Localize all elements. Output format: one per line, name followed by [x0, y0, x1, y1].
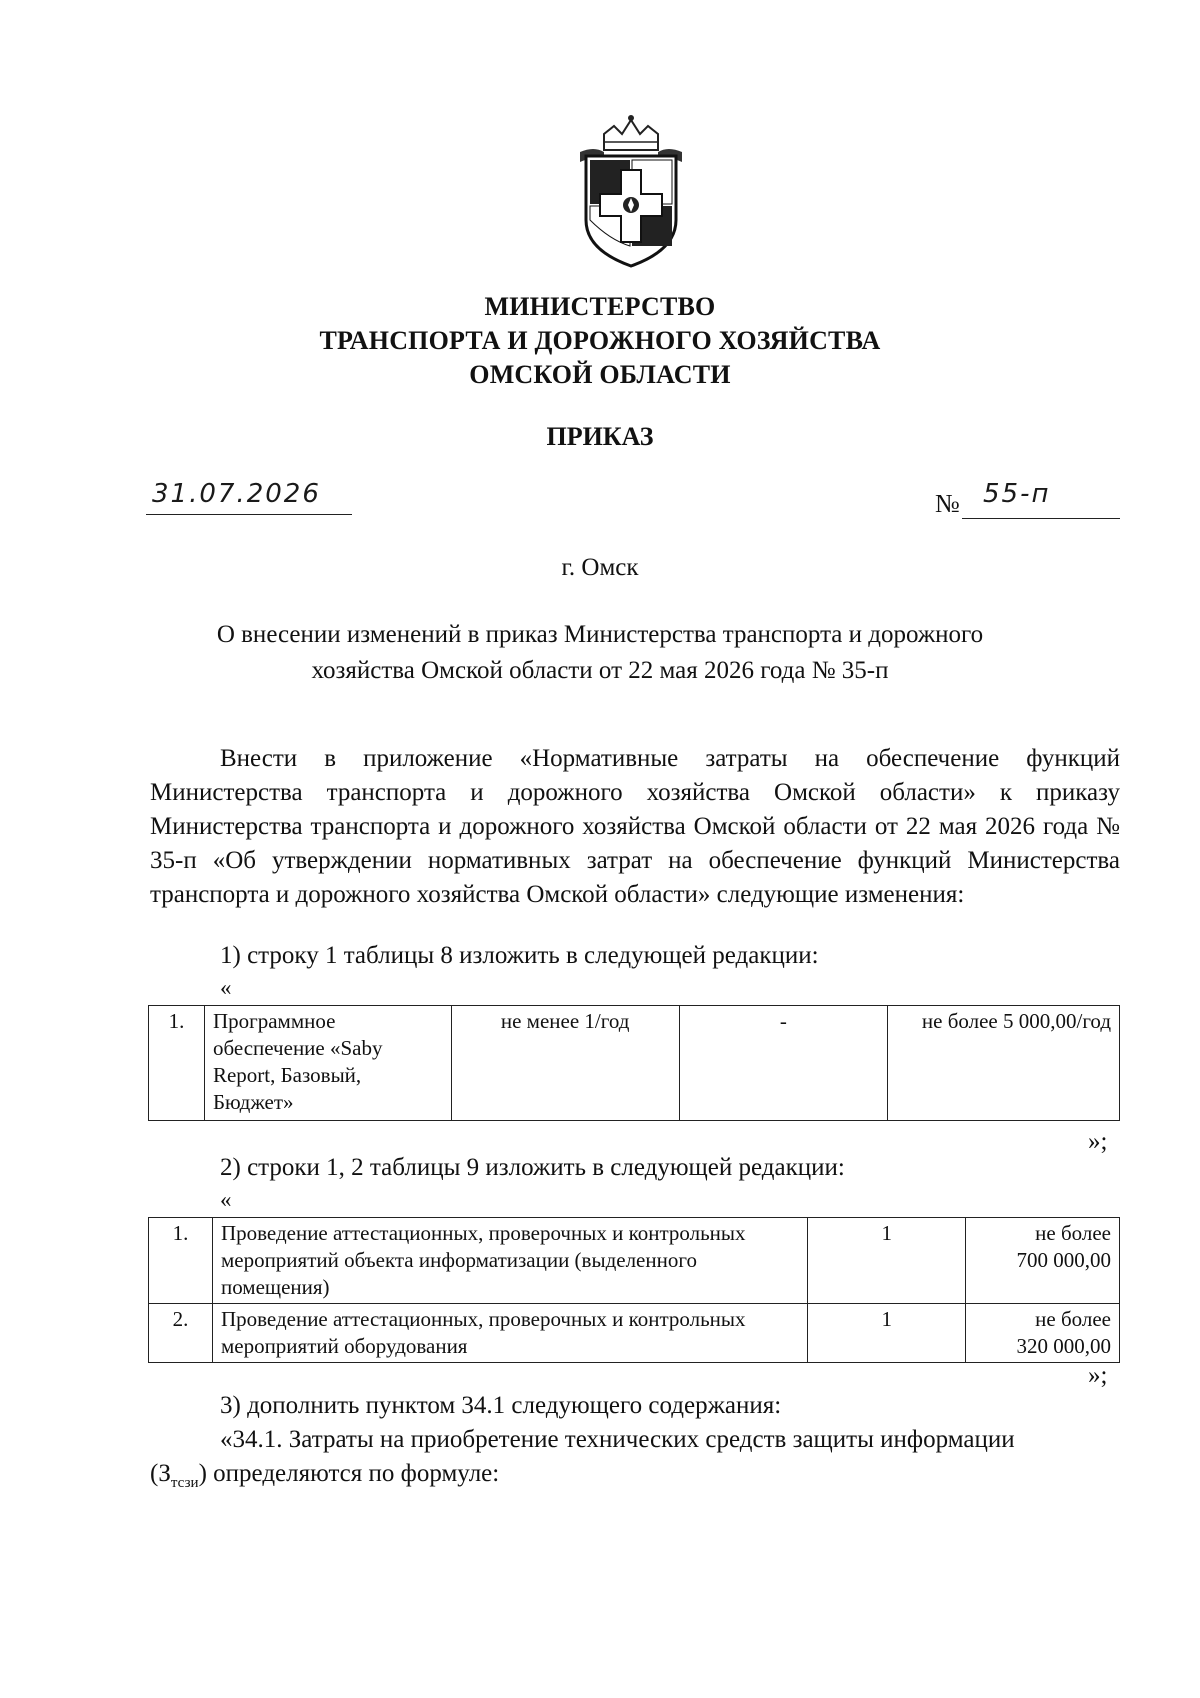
table9-row1-price-line2: 700 000,00 [1016, 1248, 1111, 1272]
subject-line-1: О внесении изменений в приказ Министерства транспорта и дорожного [216, 621, 984, 648]
formula-symbol: З [158, 1460, 171, 1487]
table8-row1-price: не более 5 000,00/год [888, 1006, 1120, 1121]
table9-row1-price-line1: не более [1035, 1221, 1111, 1245]
table9-row2-name: Проведение аттестационных, проверочных и контрольных мероприятий оборудования [212, 1304, 807, 1363]
subject-line-2: хозяйства Омской области от 22 мая 2026 года № 35-п [311, 657, 889, 684]
table8-row1-quantity: не менее 1/год [451, 1006, 679, 1121]
table8-quote-open: « [220, 975, 232, 1000]
order-subject [170, 617, 1030, 689]
ministry-line-1: МИНИСТЕРСТВО [484, 292, 716, 321]
table9-row2-quantity: 1 [808, 1304, 966, 1363]
order-number-label: № [935, 489, 960, 518]
table8-row1-name: Программное обеспечение «Saby Report, Базовый, Бюджет» [204, 1006, 451, 1121]
table-row [149, 1218, 1120, 1304]
table9-row2-num: 2. [149, 1304, 213, 1363]
table9-quote-close: »; [1088, 1362, 1108, 1389]
order-date: 31.07.2026 [152, 479, 321, 509]
order-number: 55-п [983, 479, 1051, 509]
omsk-coat-of-arms-icon [574, 112, 688, 270]
paragraph-34-1: «34.1. Затраты на приобретение технических средств защиты информации [220, 1426, 1015, 1453]
table9-row2-price-line2: 320 000,00 [1016, 1334, 1111, 1358]
document-type-title: ПРИКАЗ [546, 422, 654, 451]
ministry-line-3: ОМСКОЙ ОБЛАСТИ [469, 360, 731, 389]
formula-tail: определяются по формуле: [213, 1460, 500, 1487]
item-3: 3) дополнить пунктом 34.1 следующего содержания: [220, 1392, 782, 1419]
table-row [149, 1304, 1120, 1363]
item-1: 1) строку 1 таблицы 8 изложить в следующей редакции: [220, 942, 819, 969]
table8-row1-num: 1. [149, 1006, 205, 1121]
table9-quote-open: « [220, 1187, 232, 1212]
table9-row1-price [966, 1218, 1120, 1304]
table-9 [148, 1217, 1120, 1363]
ministry-line-2: ТРАНСПОРТА И ДОРОЖНОГО ХОЗЯЙСТВА [319, 326, 881, 355]
intro-paragraph: Внести в приложение «Нормативные затраты на обеспечение функций Министерства транспорта и дорожного хозяйства Омской области» к приказу Министерства транспорта и дорожного хозяйства Омской области от 22 мая 2026 года № 35-п «Об утверждении нормативных затрат на обеспечение функций Министерства транспорта и дорожного хозяйства Омской области» следующие изменения: [150, 745, 1120, 908]
table9-row2-price-line1: не более [1035, 1307, 1111, 1331]
number-underline [962, 518, 1120, 519]
table9-row2-price [966, 1304, 1120, 1363]
table-8 [148, 1005, 1120, 1121]
item-2: 2) строки 1, 2 таблицы 9 изложить в следующей редакции: [220, 1154, 845, 1181]
table9-row1-quantity: 1 [808, 1218, 966, 1304]
city: г. Омск [561, 554, 639, 581]
formula-subscript: тсзи [170, 1475, 199, 1491]
table8-quote-close: »; [1088, 1128, 1108, 1155]
table8-row1-term: - [679, 1006, 888, 1121]
table9-row1-name: Проведение аттестационных, проверочных и контрольных мероприятий объекта информатизации (выделенного помещения) [212, 1218, 807, 1304]
formula-intro: $(З_{тсзи})$ определяются по формуле: [150, 1460, 500, 1491]
table-row [149, 1006, 1120, 1121]
date-underline [146, 514, 352, 515]
ministry-name [0, 290, 1200, 392]
table9-row1-num: 1. [149, 1218, 213, 1304]
